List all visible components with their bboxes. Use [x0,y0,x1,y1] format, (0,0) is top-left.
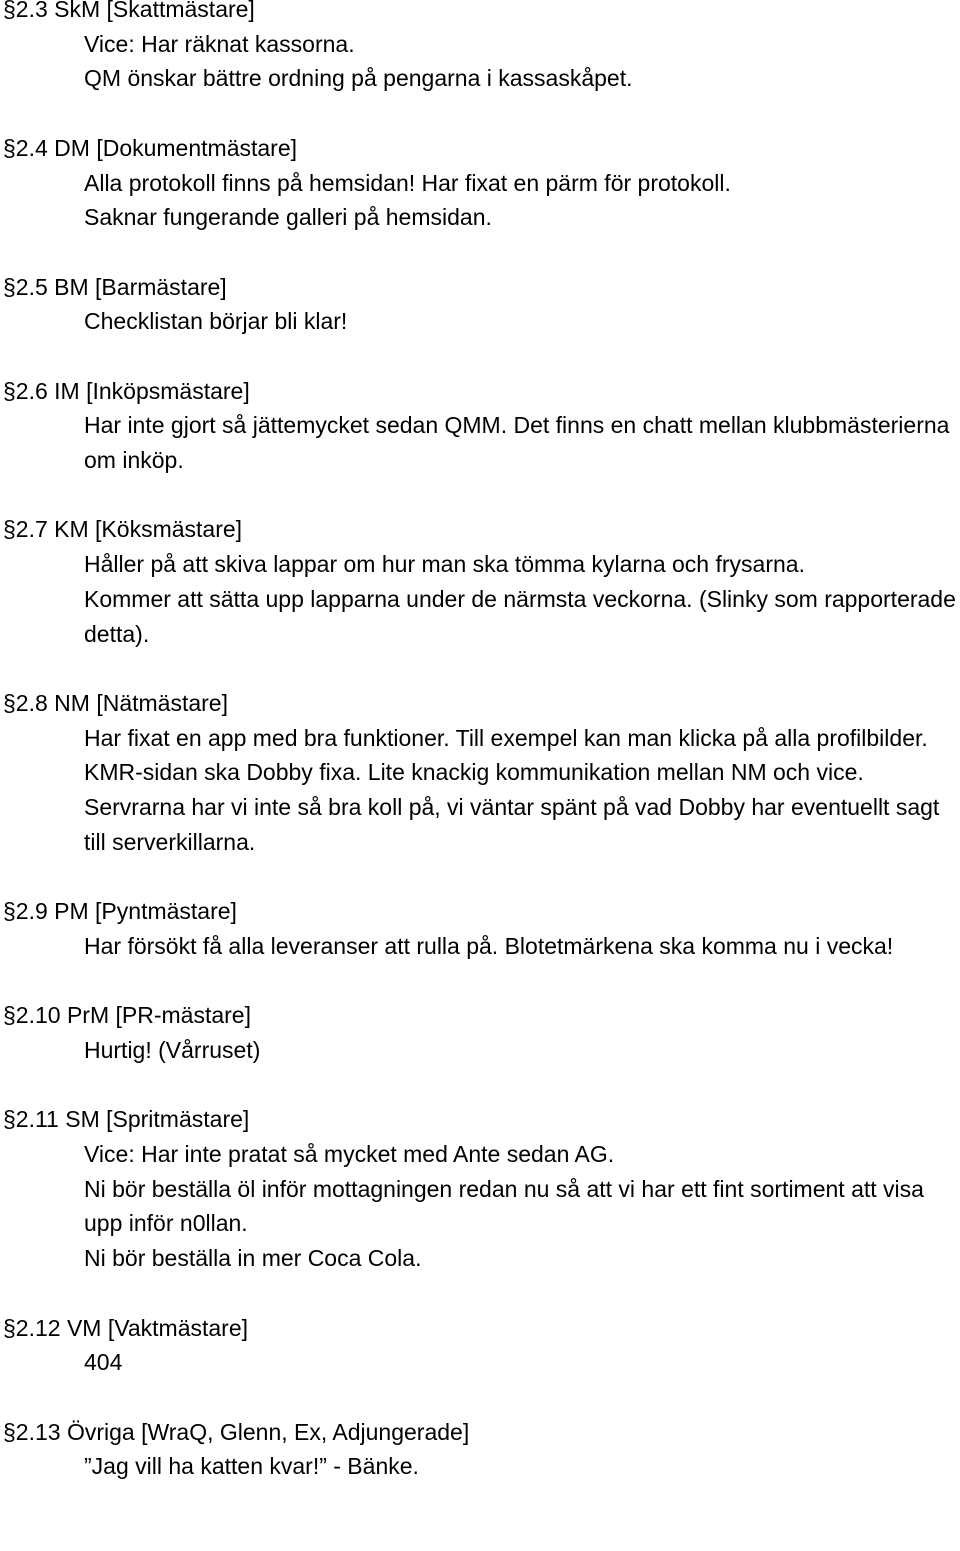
section-text: Håller på att skiva lappar om hur man ska tömma kylarna och frysarna. [84,551,805,578]
section-heading: §2.5 BM [Barmästare] [3,273,227,300]
section-text: Alla protokoll finns på hemsidan! Har fixat en pärm för protokoll. [84,169,731,196]
section-text: Ni bör beställa öl inför mottagningen redan nu så att vi har ett fint sortiment att visa upp inför n0llan. [84,1175,924,1237]
report-section [0,0,960,96]
section-text: Vice: Har räknat kassorna. [84,30,355,57]
section-heading: §2.11 SM [Spritmästare] [3,1106,250,1133]
section-text: Hurtig! (Vårruset) [84,1036,261,1063]
section-text: Har inte gjort så jättemycket sedan QMM. Det finns en chatt mellan klubbmästerierna om inköp. [84,412,950,474]
section-text: Saknar fungerande galleri på hemsidan. [84,204,492,231]
section-heading: §2.8 NM [Nätmästare] [3,689,228,716]
report-section [0,512,960,651]
report-section [0,1311,960,1380]
section-text: 404 [84,1349,123,1376]
section-heading: §2.13 Övriga [WraQ, Glenn, Ex, Adjungerade] [3,1418,470,1445]
report-section [0,894,960,963]
section-heading: §2.4 DM [Dokumentmästare] [3,134,298,161]
section-heading: §2.10 PrM [PR-mästare] [3,1002,251,1029]
section-heading: §2.3 SkM [Skattmästare] [3,0,255,22]
report-section [0,374,960,478]
section-heading: §2.12 VM [Vaktmästare] [3,1314,249,1341]
section-heading: §2.7 KM [Köksmästare] [3,516,243,543]
section-text: QM önskar bättre ordning på pengarna i kassaskåpet. [84,65,633,92]
section-text: Har försökt få alla leveranser att rulla på. Blotetmärkena ska komma nu i vecka! [84,932,894,959]
section-text: Vice: Har inte pratat så mycket med Ante sedan AG. [84,1141,615,1168]
report-section [0,686,960,860]
section-heading: §2.6 IM [Inköpsmästare] [3,377,250,404]
section-text: Checklistan börjar bli klar! [84,308,348,335]
report-section [0,1415,960,1484]
section-text: Har fixat en app med bra funktioner. Till exempel kan man klicka på alla profilbilder. KMR-sidan ska Dobby fixa. Lite knackig kommunikation mellan NM och vice. [84,724,928,786]
report-section [0,131,960,235]
section-heading: §2.9 PM [Pyntmästare] [3,898,237,925]
section-text: ”Jag vill ha katten kvar!” - Bänke. [84,1453,419,1480]
section-text: Kommer att sätta upp lapparna under de närmsta veckorna. (Slinky som rapporterade detta). [84,585,956,647]
section-text: Servrarna har vi inte så bra koll på, vi väntar spänt på vad Dobby har eventuellt sagt till serverkillarna. [84,794,940,855]
section-text: Ni bör beställa in mer Coca Cola. [84,1245,422,1272]
report-section [0,998,960,1067]
report-section [0,270,960,339]
report-section [0,1102,960,1276]
